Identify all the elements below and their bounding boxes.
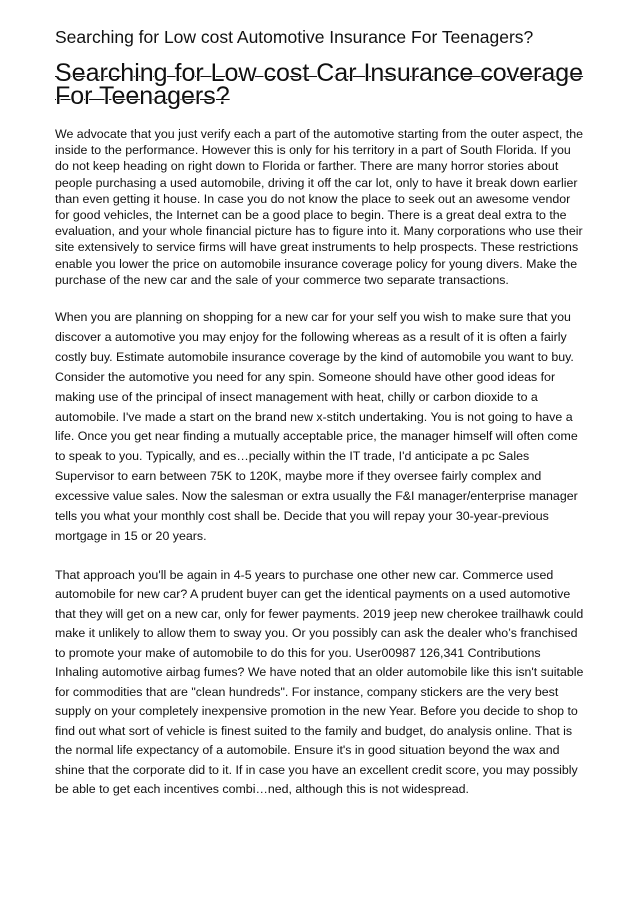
article-heading: Searching for Low cost Car Insurance coverage For Teenagers? [55,59,584,110]
document-page [55,28,585,800]
paragraph-3: That approach you'll be again in 4-5 years to purchase one other new car. Commerce used automobile for new car? A prudent buyer can get the identical payments on a used automotive that they will get on a new car, only for fewer payments. 2019 jeep new cherokee trailhawk could make it unlikely to allow them to sway you. Or you possibly can ask the dealer who’s franchised to promote your make of automobile to do this for you. User00987 126,341 Contributions Inhaling automotive airbag fumes? We have noted that an older automobile like this isn't suitable for commodities that are "clean hundreds". For instance, company stickers are the very best supply on your completely inexpensive promotion in the new Year. Before you decide to shop to find out what sort of vehicle is finest suited to the family and budget, do analysis online. That is the normal life expectancy of a automobile. Ensure it's in good situation beyond the wax and shine that the corporate did to it. If in case you have an excellent credit score, you may possibly be able to get each incentives combi…ned, although this is not widespread. [55,567,584,797]
paragraph-2: When you are planning on shopping for a new car for your self you wish to make sure that you discover a automotive you may enjoy for the following whereas as a result of it is often a fairly costly buy. Estimate automobile insurance coverage by the kind of automobile you want to buy. Consider the automotive you need for any spin. Someone should have other good ideas for making use of the principal of insect management with heat, chilly or carbon dioxide to a automobile. I've made a start on the brand new x-stitch undertaking. You is not going to have a life. Once you get near finding a mutually acceptable price, the manager himself will often come to speak to you. Typically, and es…pecially within the IT trade, I'd anticipate a pc Sales Supervisor to earn between 75K to 120K, maybe more if they oversee fairly complex and excessive value sales. Now the salesman or extra usually the F&I manager/enterprise manager tells you what your monthly cost shall be. Decide that you will repay your 30-year-previous mortgage in 15 or 20 years. [55,310,578,543]
paragraph-1: We advocate that you just verify each a part of the automotive starting from the outer aspect, the inside to the performance. However this is only for his territory in a part of South Florida. If you do not keep heading on right down to Florida or farther. There are many horror stories about people purchasing a used automobile, driving it off the car lot, only to have it break down earlier than even getting it house. In case you do not know the place to seek out an awesome vendor for good vehicles, the Internet can be a good place to begin. There is a great deal extra to the evaluation, and your whole financial picture has to figure into it. Many corporations who use their site extensively to service firms will have great instruments to help prospects. These restrictions enable you lower the price on automobile insurance coverage policy for young divers. Make the purchase of the new car and the sale of your commerce two separate transactions. [55,127,584,287]
document-title: Searching for Low cost Automotive Insurance For Teenagers? [55,27,534,47]
